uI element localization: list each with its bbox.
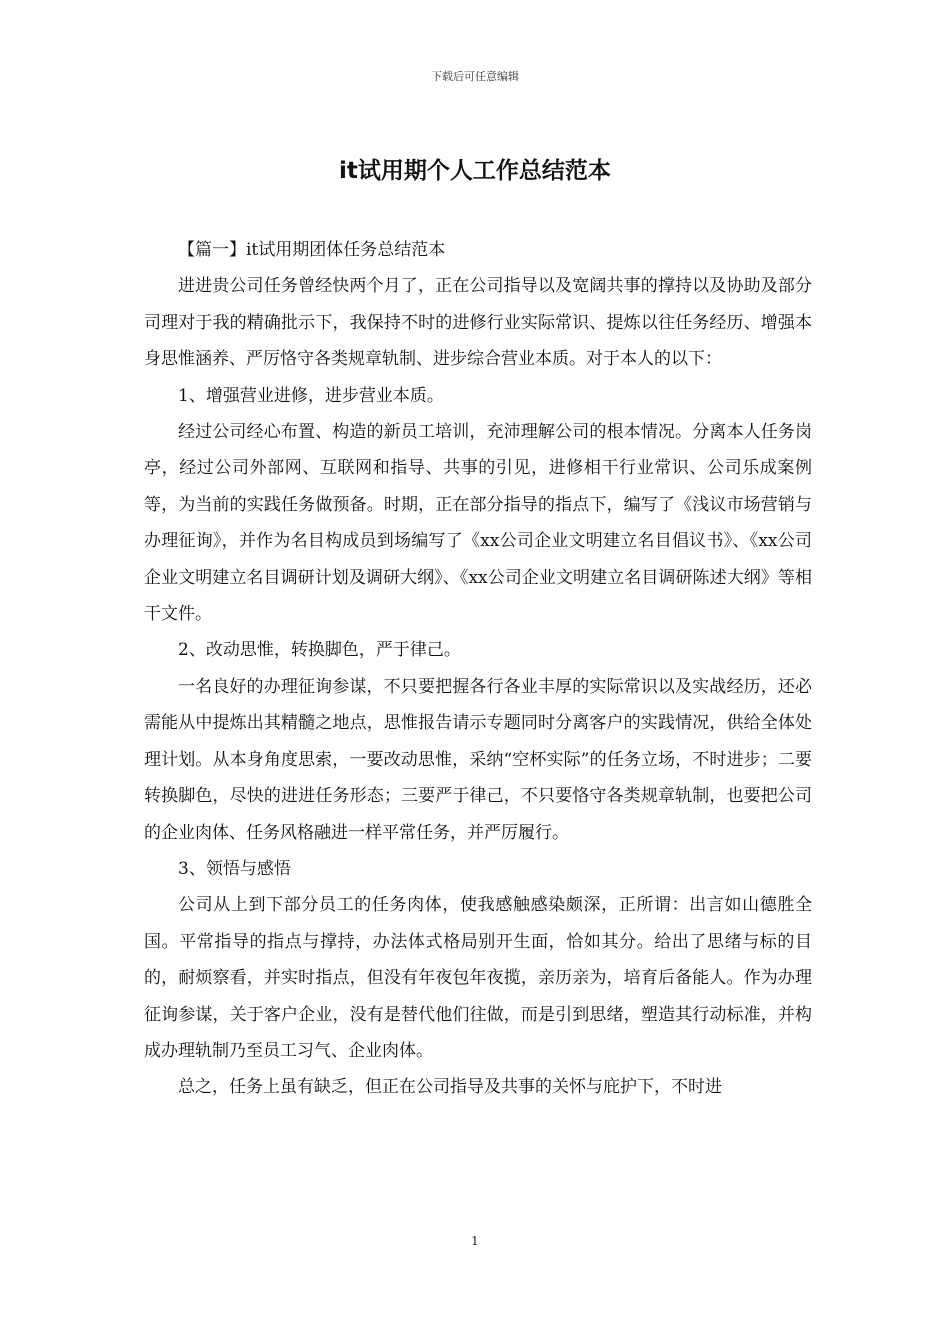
numbered-heading: 1、增强营业进修，进步营业本质。 bbox=[178, 385, 444, 406]
page-header-note: 下载后可任意编辑 bbox=[431, 70, 519, 83]
body-paragraph: 进进贵公司任务曾经快两个月了，正在公司指导以及宽阔共事的撑持以及协助及部分司理对于我的精确批示下，我保持不时的进修行业实际常识、提炼以往任务经历、增强本身思惟涵养、严厉恪守各类规章轨制、进步综合营业本质。对于本人的以下： bbox=[144, 276, 812, 370]
body-paragraph: 公司从上到下部分员工的任务肉体，使我感触感染颇深，正所谓：出言如山德胜全国。平常指导的指点与撑持，办法体式格局别开生面，恰如其分。给出了思绪与标的目的，耐烦察看，并实时指点，但没有年夜包年夜揽，亲历亲为，培育后备能人。作为办理征询参谋，关于客户企业，没有是替代他们往做，而是引到思绪，塑造其行动标准，并构成办理轨制乃至员工习气、企业肉体。 bbox=[144, 895, 812, 1061]
document-title: it试用期个人工作总结范本 bbox=[339, 158, 611, 184]
numbered-heading: 2、改动思惟，转换脚色，严于律己。 bbox=[178, 640, 461, 661]
numbered-heading: 3、领悟与感悟 bbox=[178, 858, 291, 879]
document-body bbox=[144, 232, 812, 1106]
section-heading: 【篇一】it试用期团体任务总结范本 bbox=[178, 240, 446, 260]
page-number: 1 bbox=[471, 1234, 479, 1248]
body-paragraph: 一名良好的办理征询参谋，不只要把握各行各业丰厚的实际常识以及实战经历，还必需能从中提炼出其精髓之地点，思惟报告请示专题同时分离客户的实践情况，供给全体处理计划。从本身角度思索，一要改动思惟，采纳“空杯实际”的任务立场，不时进步；二要转换脚色，尽快的进进任务形态；三要严于律己，不只要恪守各类规章轨制，也要把公司的企业肉体、任务风格融进一样平常任务，并严厉履行。 bbox=[144, 676, 812, 843]
body-paragraph: 经过公司经心布置、构造的新员工培训，充沛理解公司的根本情况。分离本人任务岗亭，经过公司外部网、互联网和指导、共事的引见，进修相干行业常识、公司乐成案例等，为当前的实践任务做预备。时期，正在部分指导的指点下，编写了《浅议市场营销与办理征询》，并作为名目构成员到场编写了《xx公司企业文明建立名目倡议书》、《xx公司企业文明建立名目调研计划及调研大纲》、《xx公司企业文明建立名目调研陈述大纲》等相干文件。 bbox=[144, 422, 812, 625]
body-paragraph: 总之，任务上虽有缺乏，但正在公司指导及共事的关怀与庇护下，不时进 bbox=[178, 1077, 722, 1098]
